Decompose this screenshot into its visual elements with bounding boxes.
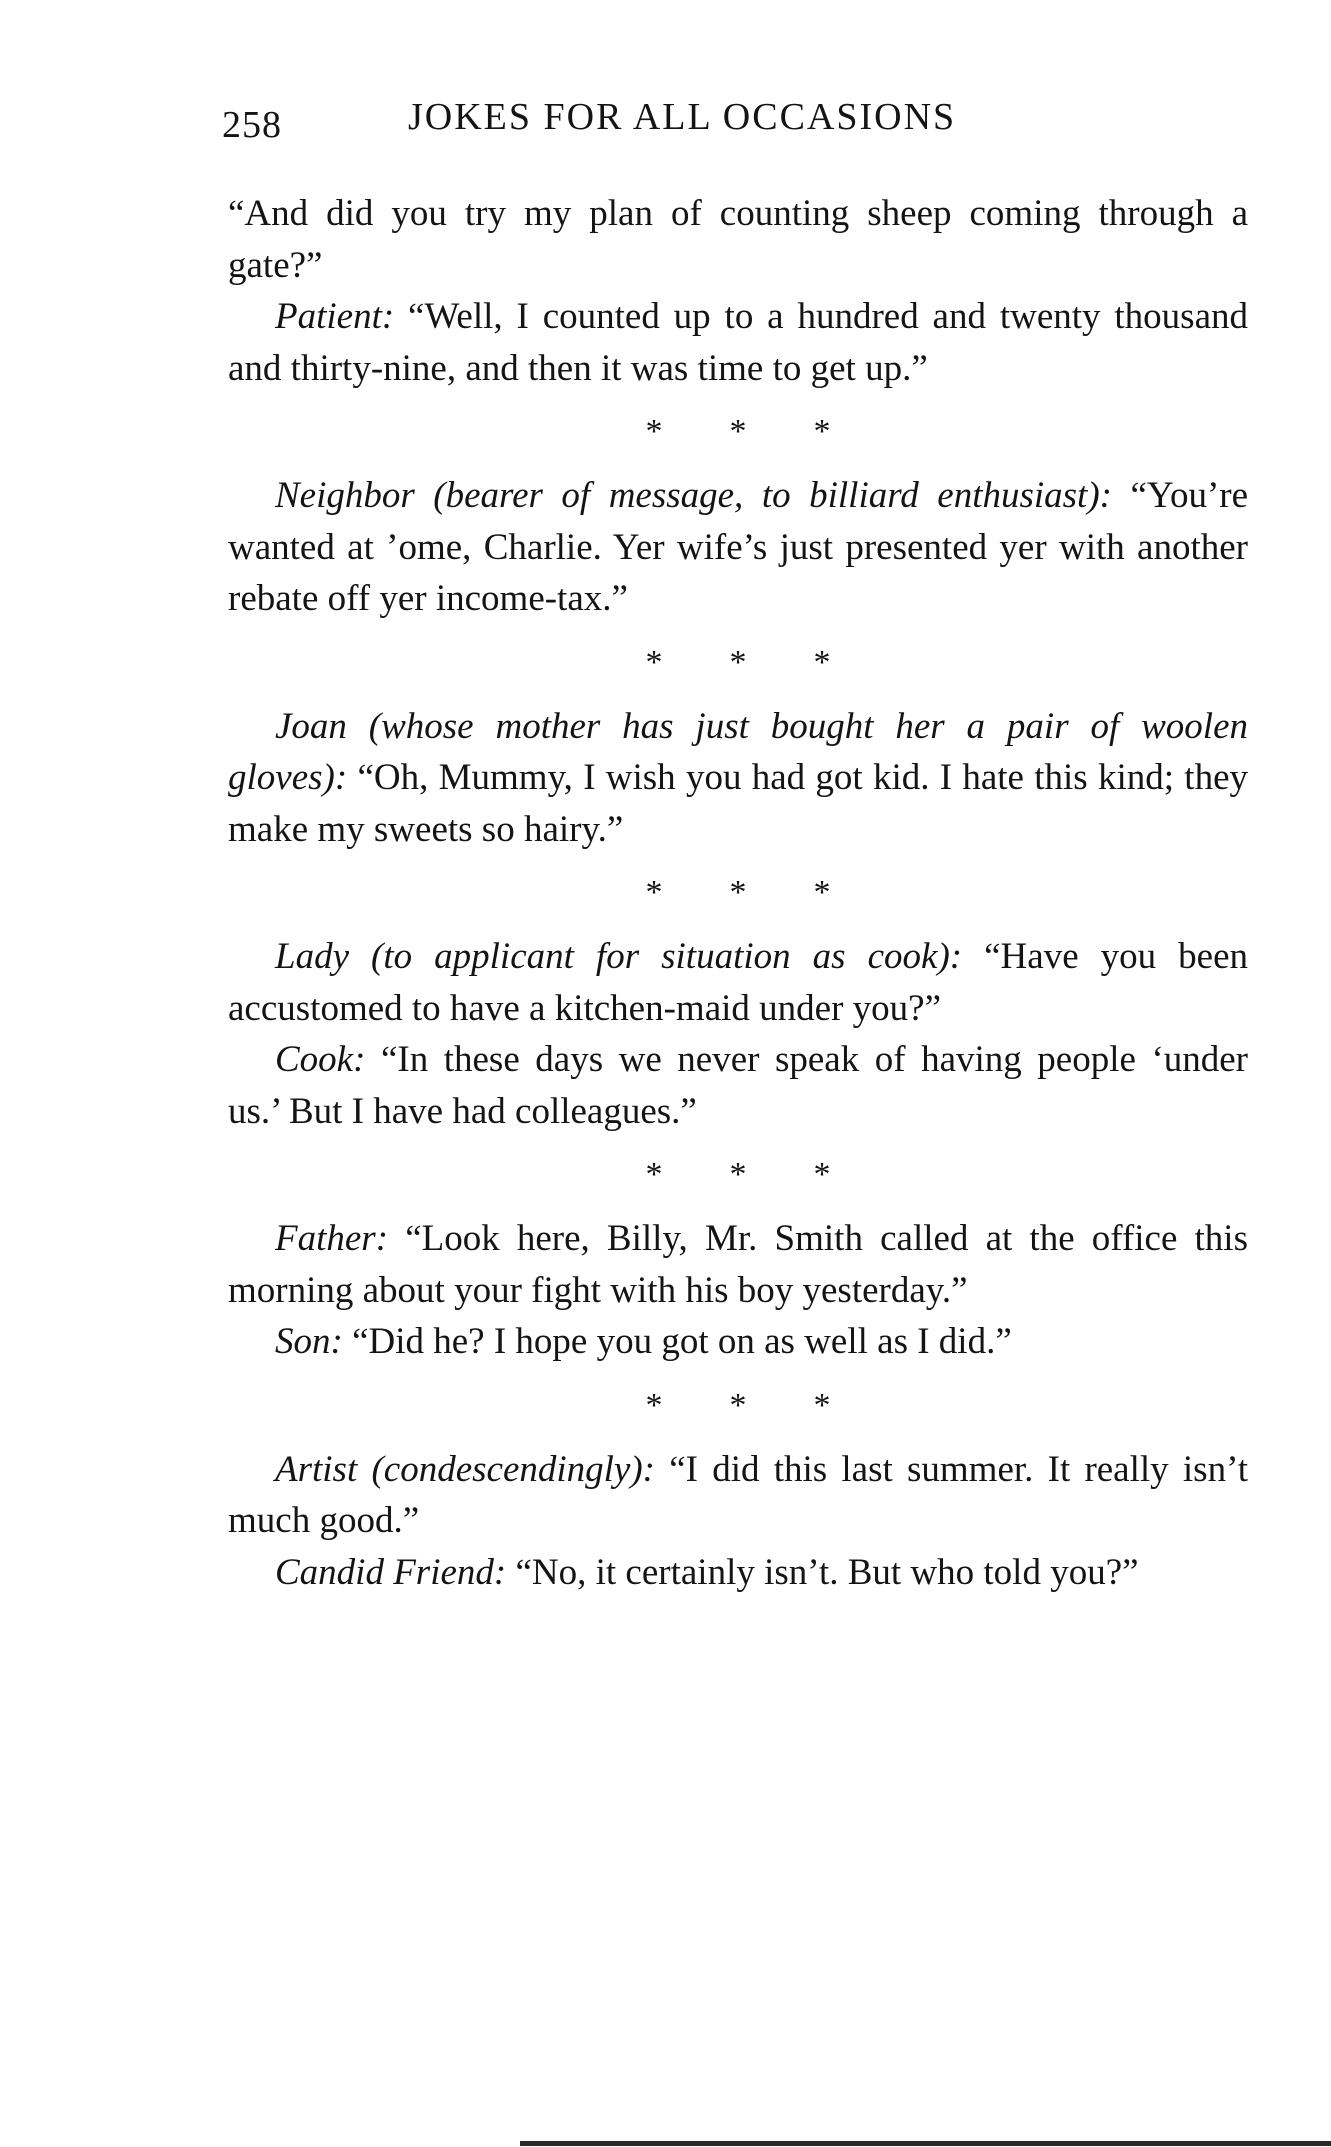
running-title: JOKES FOR ALL OCCASIONS xyxy=(408,96,957,138)
page-number: 258 xyxy=(222,104,282,146)
separator-asterisk: * xyxy=(729,643,747,681)
joke-opening-line: “And did you try my plan of counting sheep coming through a gate?” xyxy=(228,193,1248,286)
dialogue-line: “Look here, Billy, Mr. Smith called at the office this morning about your fight with his boy yesterday.” xyxy=(228,1218,1248,1311)
separator-asterisk: * xyxy=(813,874,831,912)
dialogue-line: “Have you been accustomed to have a kitchen-maid under you?” xyxy=(228,936,1249,1029)
dialogue-line: “No, it certainly isn’t. But who told you?” xyxy=(515,1551,1139,1593)
separator-asterisk: * xyxy=(729,1156,747,1194)
speaker-label: Artist (condescendingly): xyxy=(275,1448,655,1490)
section-separator xyxy=(228,1368,1248,1444)
separator-asterisk: * xyxy=(813,643,831,681)
joke-paragraph xyxy=(228,470,1248,625)
separator-asterisk: * xyxy=(729,874,747,912)
section-separator xyxy=(228,855,1248,931)
speaker-label: Neighbor (bearer of message, to billiard enthusiast): xyxy=(275,475,1112,516)
dialogue-line: “Did he? I hope you got on as well as I did.” xyxy=(352,1321,1012,1362)
joke-paragraph xyxy=(228,931,1248,1034)
speaker-label: Son: xyxy=(275,1321,343,1362)
dialogue-line: “Oh, Mummy, I wish you had got kid. I hate this kind; they make my sweets so hairy.” xyxy=(228,757,1249,850)
joke-paragraph xyxy=(228,1034,1248,1137)
separator-asterisk: * xyxy=(645,413,663,451)
separator-asterisk: * xyxy=(729,1386,747,1424)
dialogue-line: “You’re wanted at ’ome, Charlie. Yer wife’s just presented yer with another rebate off yer income-tax.” xyxy=(228,475,1249,619)
dialogue-line: “I did this last summer. It really isn’t much good.” xyxy=(228,1448,1249,1541)
speaker-label: Father: xyxy=(275,1218,389,1259)
joke-paragraph xyxy=(228,1316,1248,1368)
page-edge-rule xyxy=(520,2141,1331,2146)
separator-asterisk: * xyxy=(645,874,663,912)
joke-paragraph xyxy=(228,1547,1248,1599)
separator-asterisk: * xyxy=(645,1386,663,1424)
speaker-label: Cook: xyxy=(275,1039,366,1080)
separator-asterisk: * xyxy=(645,1156,663,1194)
separator-asterisk: * xyxy=(813,1156,831,1194)
page-body xyxy=(228,188,1248,1598)
speaker-label: Joan (whose mother has just bought her a pair of woolen gloves): xyxy=(228,705,1248,798)
speaker-label: Candid Friend: xyxy=(275,1551,507,1593)
section-separator xyxy=(228,625,1248,701)
section-separator xyxy=(228,394,1248,470)
joke-paragraph xyxy=(228,701,1248,856)
separator-asterisk: * xyxy=(813,1386,831,1424)
separator-asterisk: * xyxy=(813,413,831,451)
section-separator xyxy=(228,1137,1248,1213)
separator-asterisk: * xyxy=(645,643,663,681)
separator-asterisk: * xyxy=(729,413,747,451)
speaker-label: Patient: xyxy=(275,296,395,337)
joke-paragraph xyxy=(228,1444,1248,1547)
joke-paragraph xyxy=(228,1213,1248,1316)
dialogue-line: “Well, I counted up to a hundred and twenty thousand and thirty-nine, and then it was time to get up.” xyxy=(228,296,1248,389)
speaker-label: Lady (to applicant for situation as cook): xyxy=(275,936,963,977)
dialogue-line: “In these days we never speak of having people ‘under us.’ But I have had colleagues.” xyxy=(228,1039,1249,1132)
joke-paragraph xyxy=(228,291,1248,394)
